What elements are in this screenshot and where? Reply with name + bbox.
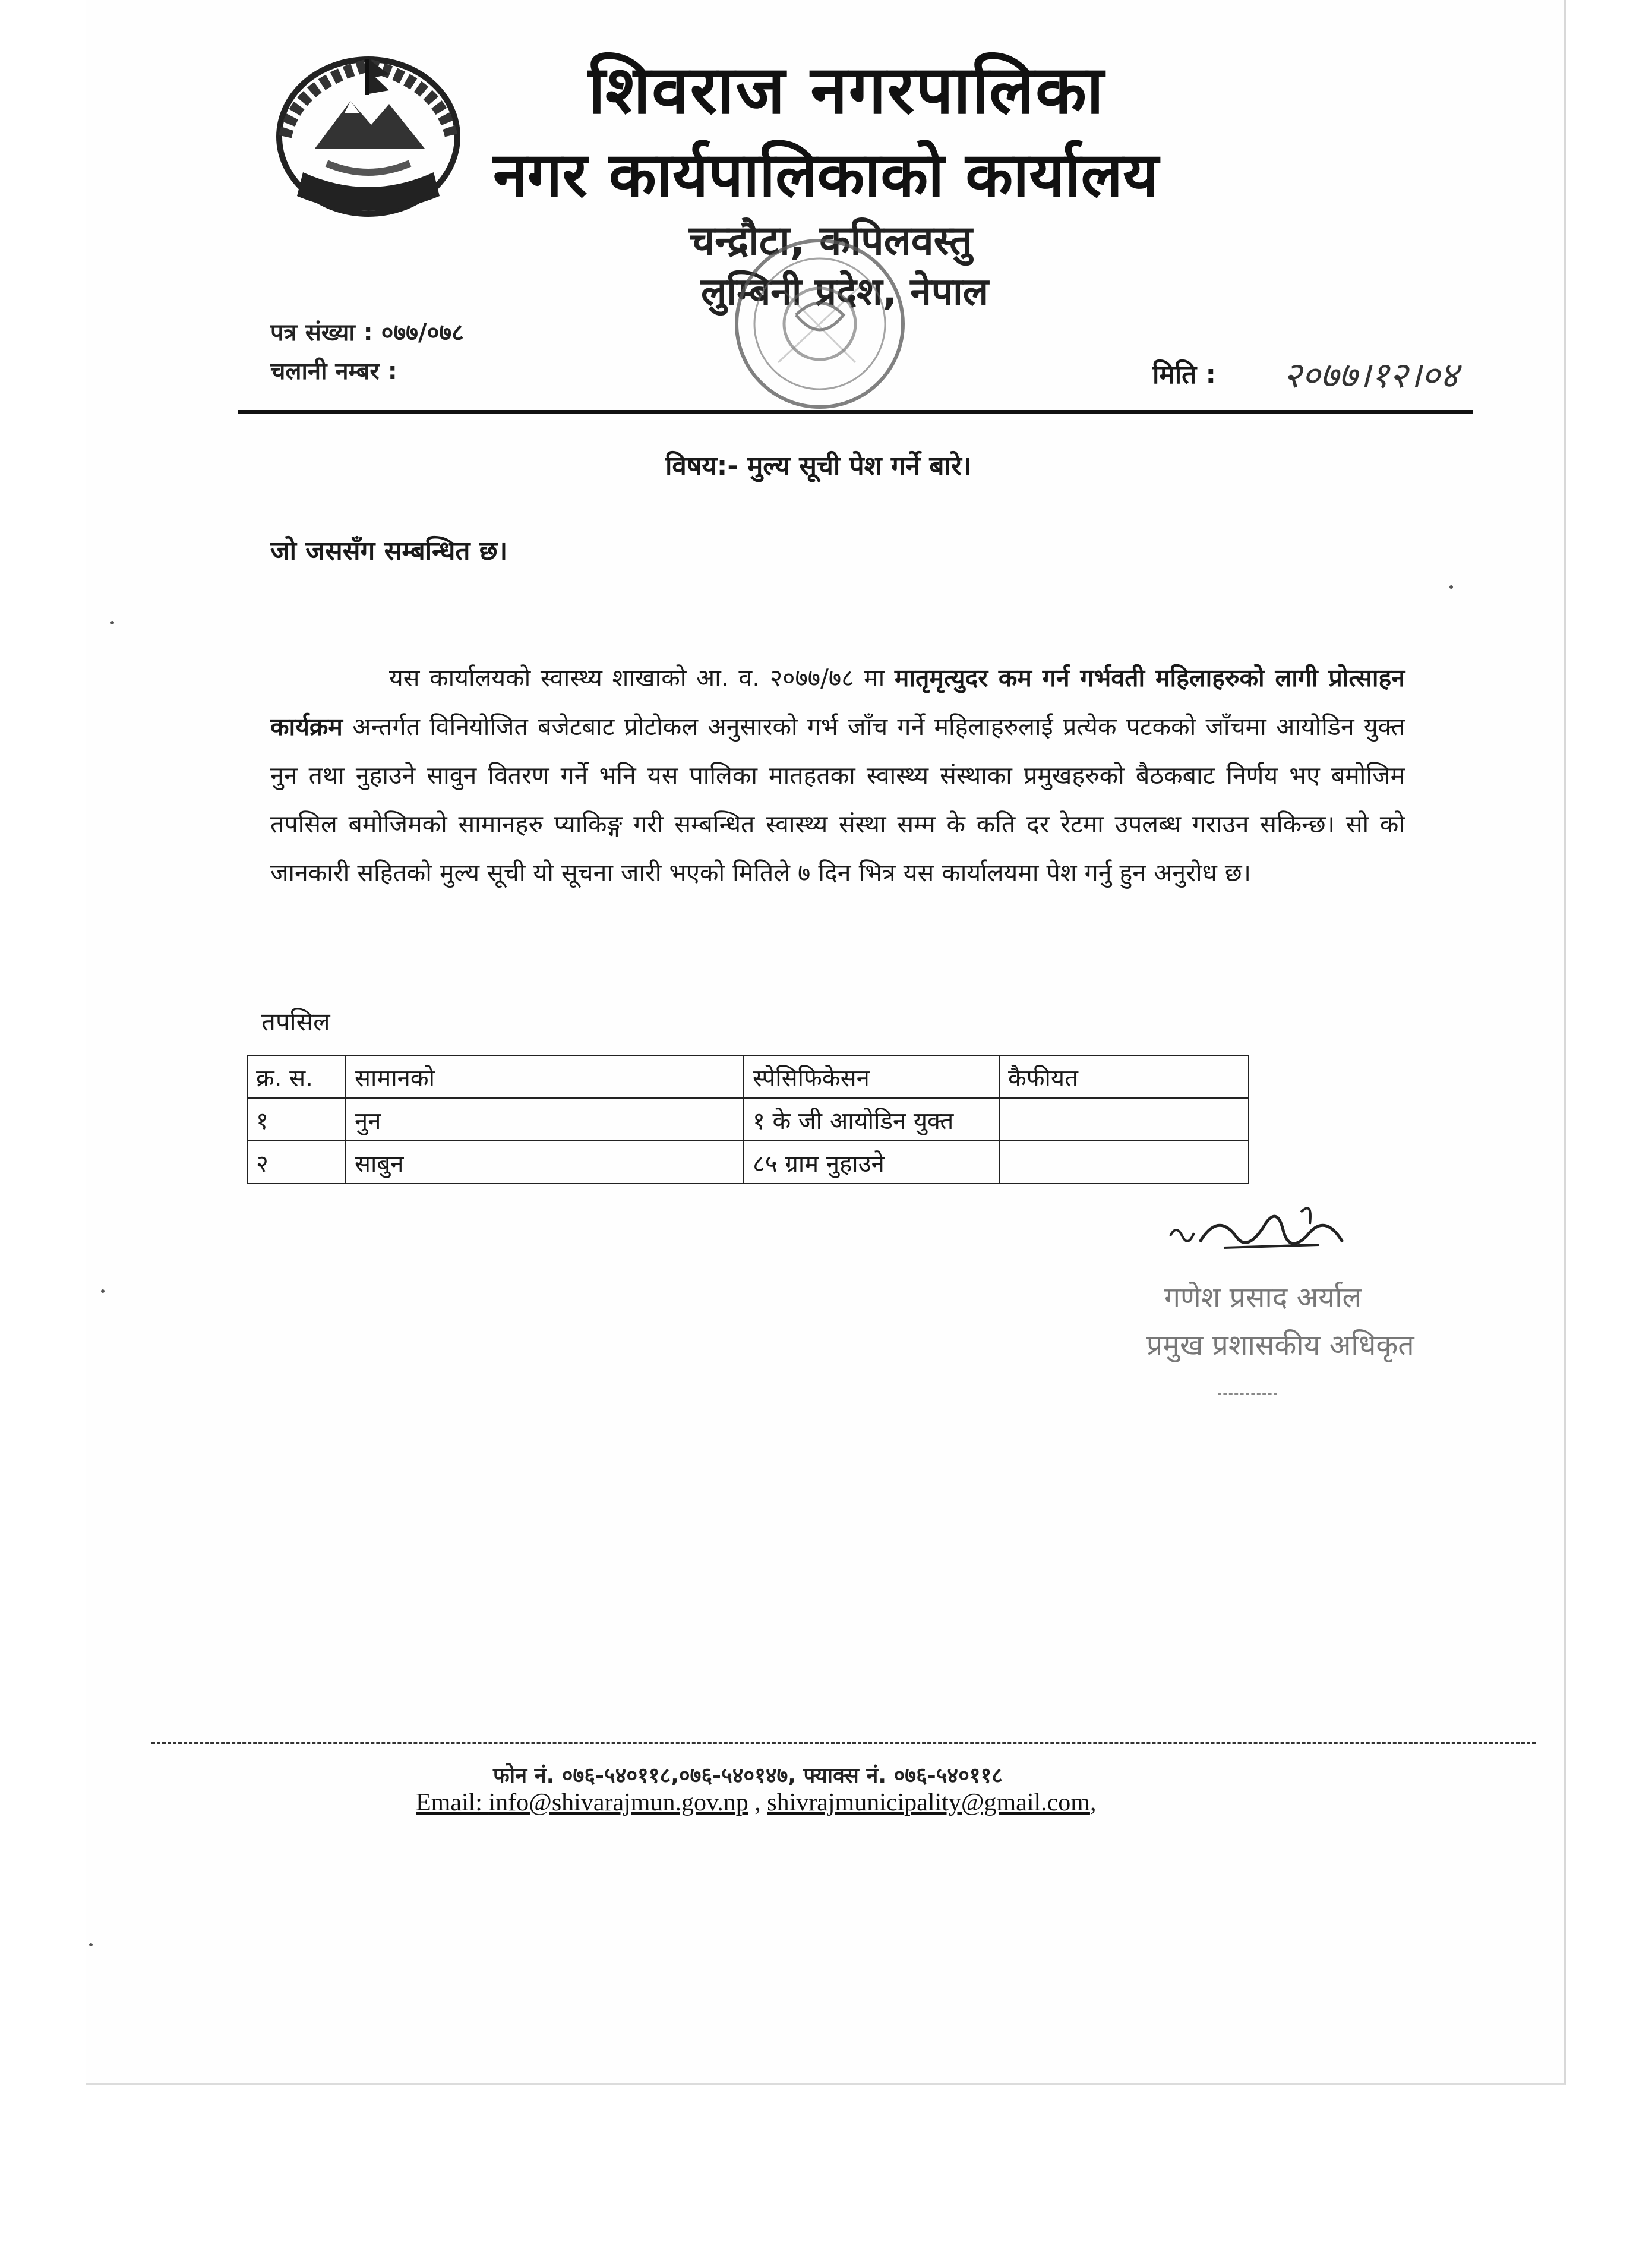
header-divider xyxy=(238,410,1473,414)
letter-number: पत्र संख्या : ०७७/०७८ xyxy=(270,319,464,346)
footer-divider xyxy=(151,1742,1536,1744)
table-caption: तपसिल xyxy=(261,1007,330,1036)
signature-underline xyxy=(1218,1393,1277,1397)
body-program-name: मातृमृत्युदर कम गर्न गर्भवती महिलाहरुको लागी प्रोत्साहन कार्यक्रम xyxy=(270,664,1405,741)
scan-speck xyxy=(1449,585,1453,589)
items-table xyxy=(247,1055,1249,1184)
cell-serial: १ xyxy=(247,1098,346,1141)
cell-serial: २ xyxy=(247,1141,346,1184)
email-official: info@shivarajmun.gov.np xyxy=(488,1789,748,1816)
date-label: मिति : xyxy=(1152,359,1217,390)
email-link-gmail[interactable]: shivrajmunicipality@gmail.com xyxy=(767,1789,1090,1816)
table-row xyxy=(247,1098,1249,1141)
header-serial: क्र. स. xyxy=(247,1055,346,1098)
body-text-1: यस कार्यालयको स्वास्थ्य शाखाको आ. व. २०७७/७८ मा xyxy=(389,664,895,692)
header-item: सामानको xyxy=(346,1055,744,1098)
table-header-row xyxy=(247,1055,1249,1098)
nepal-emblem-logo xyxy=(261,48,475,232)
footer-email-line xyxy=(416,1788,1096,1817)
header-specification: स्पेसिफिकेसन xyxy=(744,1055,999,1098)
cell-remarks xyxy=(999,1098,1249,1141)
date-value: २०७७।१२।०४ xyxy=(1283,355,1459,396)
salutation: जो जससँग सम्बन्धित छ। xyxy=(270,536,508,566)
cell-specification: ८५ ग्राम नुहाउने xyxy=(744,1141,999,1184)
table-row xyxy=(247,1141,1249,1184)
address-line-2: लुम्बिनी प्रदेश, नेपाल xyxy=(701,270,989,314)
header-remarks: कैफीयत xyxy=(999,1055,1249,1098)
email-link-official[interactable] xyxy=(416,1789,748,1816)
office-name: नगर कार्यपालिकाको कार्यालय xyxy=(493,138,1159,211)
cell-item: नुन xyxy=(346,1098,744,1141)
cell-item: साबुन xyxy=(346,1141,744,1184)
body-text-2: अन्तर्गत विनियोजित बजेटबाट प्रोटोकल अनुसारको गर्भ जाँच गर्ने महिलाहरुलाई प्रत्येक पटकको जाँचमा आयोडिन युक्त नुन तथा नुहाउने सावुन वितरण गर्ने भनि यस पालिका मातहतका स्वास्थ्य संस्थाका प्रमुखहरुको बैठकबाट निर्णय भए बमोजिम तपसिल बमोजिमको सामानहरु प्याकिङ्ग गरी सम्बन्धित स्वास्थ्य संस्था सम्म के कति दर रेटमा उपलब्ध गराउन सकिन्छ। सो को जानकारी सहितको मुल्य सूची यो सूचना जारी भएको मितिले ७ दिन भित्र यस कार्यालयमा पेश गर्नु हुन अनुरोध छ। xyxy=(270,712,1405,887)
office-stamp xyxy=(707,226,933,422)
email-separator: , xyxy=(754,1789,761,1816)
cell-specification: १ के जी आयोडिन युक्त xyxy=(744,1098,999,1141)
signatory-title: प्रमुख प्रशासकीय अधिकृत xyxy=(1146,1329,1414,1362)
scan-speck xyxy=(110,621,114,624)
subject-line: विषय:- मुल्य सूची पेश गर्ने बारे। xyxy=(665,451,972,481)
body-paragraph xyxy=(270,654,1405,897)
address-line-1: चन्द्रौटा, कपिलवस्तु xyxy=(689,217,972,264)
signatory-name: गणेश प्रसाद अर्याल xyxy=(1164,1281,1362,1314)
cell-remarks xyxy=(999,1141,1249,1184)
municipality-name: शिवराज नगरपालिका xyxy=(588,52,1105,129)
footer-phone-fax: फोन नं. ०७६-५४०११८,०७६-५४०१४७, फ्याक्स नं. ०७६-५४०११८ xyxy=(493,1763,1003,1788)
dispatch-number: चलानी नम्बर : xyxy=(270,358,397,385)
email-label: Email: xyxy=(416,1789,482,1816)
email-trailing: , xyxy=(1089,1789,1097,1816)
scan-speck xyxy=(89,1943,93,1946)
scan-speck xyxy=(101,1289,105,1293)
